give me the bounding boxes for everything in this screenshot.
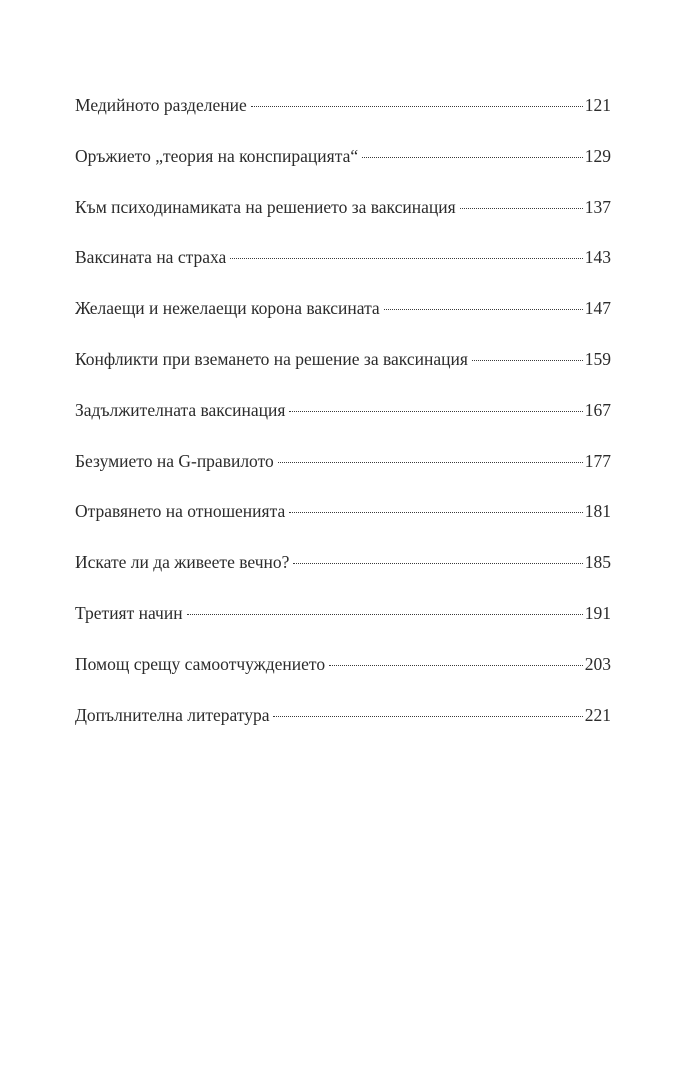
toc-dot-leader xyxy=(273,716,582,717)
toc-entry-page-number: 121 xyxy=(584,95,611,115)
toc-dot-leader xyxy=(329,665,583,666)
toc-entry-page-number: 203 xyxy=(584,653,611,674)
toc-entry xyxy=(75,238,611,289)
toc-entry-title: Задължителната ваксинация xyxy=(75,399,286,420)
toc-entry-title: Отравянето на отношенията xyxy=(75,501,286,522)
toc-entry-page-number: 167 xyxy=(584,399,611,420)
toc-entry-page-number: 129 xyxy=(584,145,611,166)
toc-entry xyxy=(75,594,611,645)
toc-entry-title: Помощ срещу самоотчуждението xyxy=(75,653,326,674)
toc-entry xyxy=(75,543,611,594)
toc-dot-leader xyxy=(251,106,583,107)
toc-entry-page-number: 185 xyxy=(584,552,611,573)
toc-entry-title: Допълнителна литература xyxy=(75,704,270,725)
toc-entry xyxy=(75,340,611,391)
toc-entry xyxy=(75,137,611,188)
toc-entry-page-number: 181 xyxy=(584,501,611,522)
toc-entry xyxy=(75,86,611,137)
toc-entry-title: Безумието на G-правилото xyxy=(75,450,274,471)
toc-entry xyxy=(75,492,611,543)
toc-entry-page-number: 221 xyxy=(584,704,611,725)
toc-dot-leader xyxy=(187,614,583,615)
toc-entry-title: Ваксината на страха xyxy=(75,247,227,268)
table-of-contents xyxy=(75,86,611,746)
toc-entry xyxy=(75,289,611,340)
toc-entry-page-number: 137 xyxy=(584,196,611,217)
toc-dot-leader xyxy=(293,563,582,564)
toc-entry xyxy=(75,645,611,696)
toc-entry-title: Искате ли да живеете вечно? xyxy=(75,552,290,573)
toc-entry-page-number: 159 xyxy=(584,348,611,369)
toc-entry-page-number: 143 xyxy=(584,247,611,268)
toc-entry-title: Към психодинамиката на решението за ваксинация xyxy=(75,196,456,217)
toc-entry-title: Третият начин xyxy=(75,602,183,623)
toc-dot-leader xyxy=(289,411,582,412)
toc-entry-title: Оръжието „теория на конспирацията“ xyxy=(75,145,359,166)
toc-dot-leader xyxy=(384,309,583,310)
toc-entry-page-number: 147 xyxy=(584,298,611,319)
toc-dot-leader xyxy=(230,258,582,259)
toc-entry-title: Конфликти при вземането на решение за ваксинация xyxy=(75,348,468,369)
toc-entry-page-number: 177 xyxy=(584,450,611,471)
toc-dot-leader xyxy=(278,462,583,463)
toc-entry xyxy=(75,391,611,442)
toc-entry xyxy=(75,696,611,747)
toc-entry-title: Медийното разделение xyxy=(75,95,247,115)
toc-entry-page-number: 191 xyxy=(584,602,611,623)
toc-entry xyxy=(75,442,611,493)
toc-dot-leader xyxy=(472,360,583,361)
toc-entry-title: Желаещи и нежелаещи корона ваксината xyxy=(75,298,380,319)
toc-entry xyxy=(75,188,611,239)
toc-dot-leader xyxy=(289,512,583,513)
toc-dot-leader xyxy=(362,157,583,158)
toc-dot-leader xyxy=(460,208,583,209)
